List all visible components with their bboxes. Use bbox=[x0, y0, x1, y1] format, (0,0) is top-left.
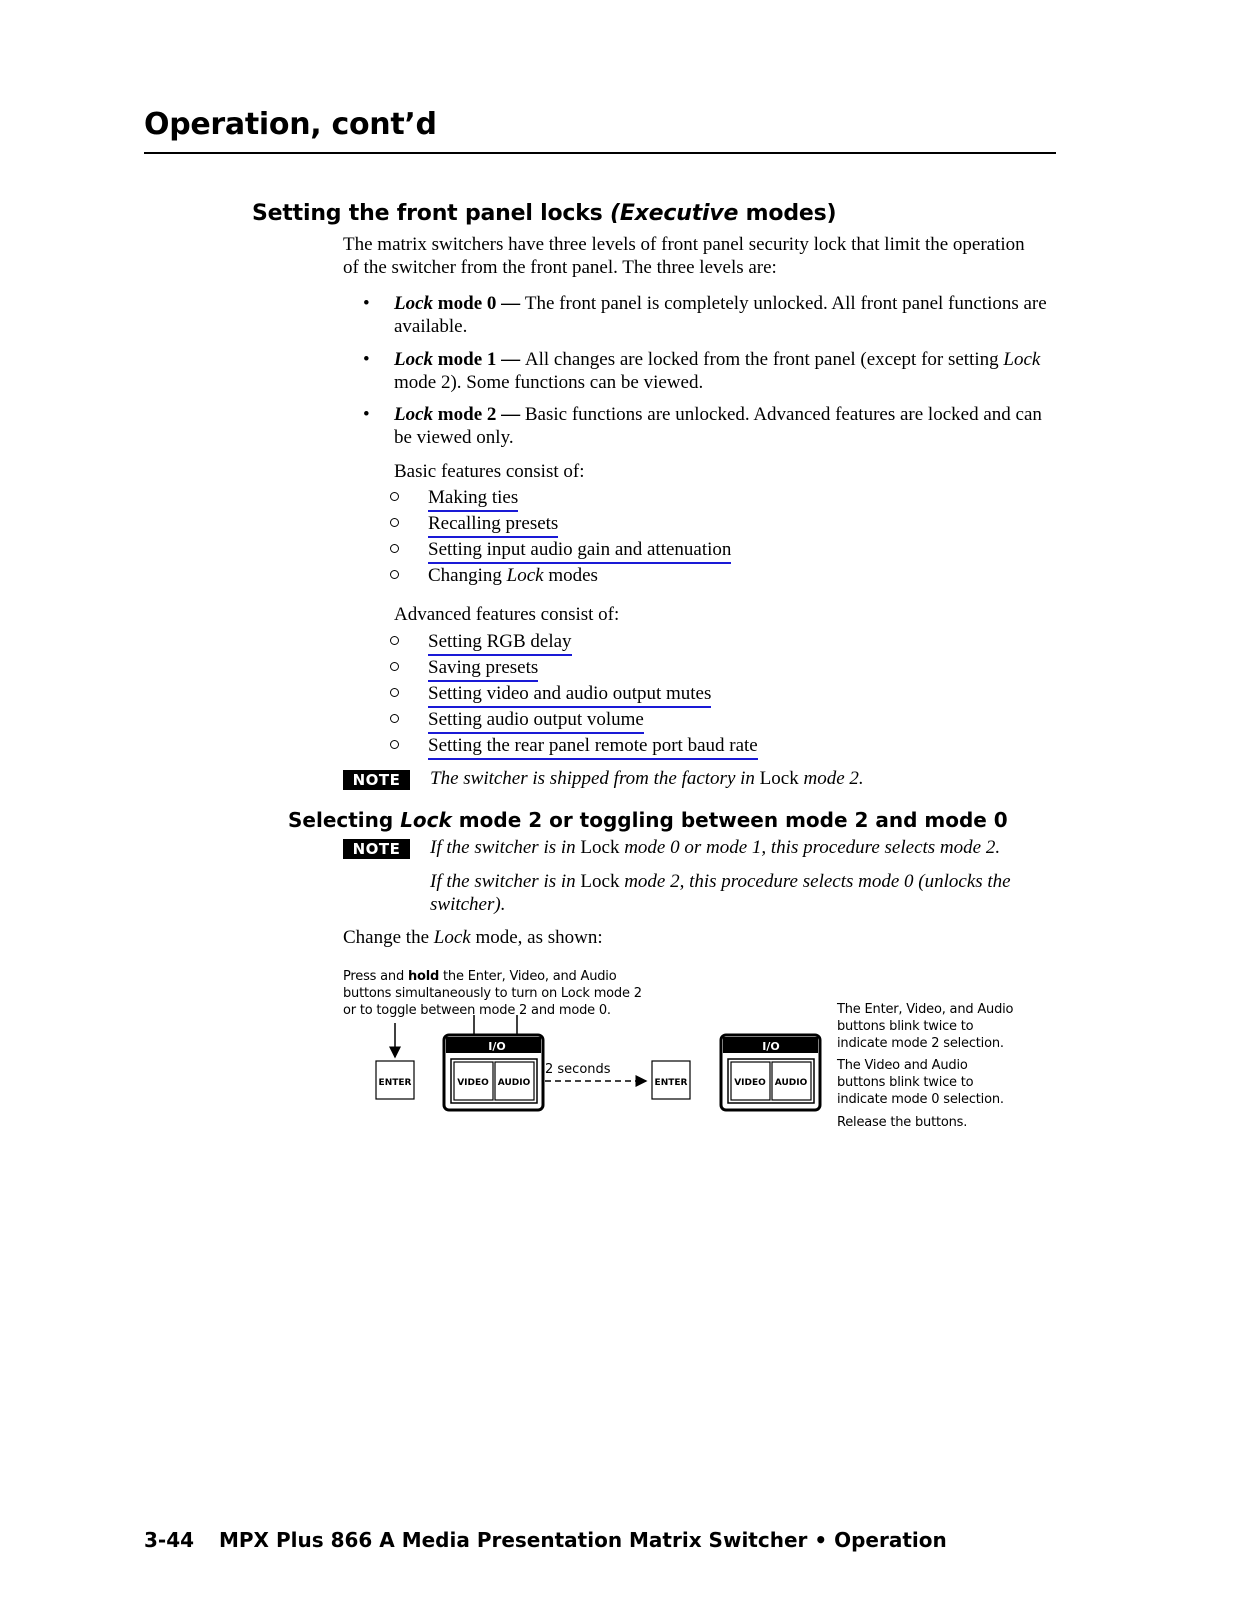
advanced-link-output-volume[interactable]: Setting audio output volume bbox=[428, 709, 644, 734]
circle-bullet-icon bbox=[390, 688, 399, 697]
advanced-link-baud-rate[interactable]: Setting the rear panel remote port baud rate bbox=[428, 735, 758, 760]
io-group-right bbox=[721, 1035, 820, 1110]
page-footer bbox=[144, 1528, 947, 1552]
section-title-suffix: modes) bbox=[738, 201, 837, 226]
enter-label-right: ENTER bbox=[654, 1078, 688, 1088]
change-lock-instruction: Change the Lock mode, as shown: bbox=[343, 927, 603, 948]
io-label-right: I/O bbox=[762, 1040, 780, 1053]
circle-bullet-icon bbox=[390, 492, 399, 501]
circle-bullet-icon bbox=[390, 662, 399, 671]
section-title-emphasis: (Executive bbox=[610, 201, 739, 226]
bullet-dot-icon: • bbox=[363, 349, 370, 370]
bullet-dot-icon: • bbox=[363, 404, 370, 425]
two-seconds-label: 2 seconds bbox=[545, 1062, 611, 1077]
section-title bbox=[252, 200, 836, 228]
io-label-left: I/O bbox=[488, 1040, 506, 1053]
page-number: 3-44 bbox=[144, 1528, 195, 1552]
note-selects-mode-2: If the switcher is in Lock mode 0 or mode 1, this procedure selects mode 2. bbox=[430, 837, 1001, 858]
lock-mode-0-text: Lock mode 0 — The front panel is completely unlocked. All front panel functions are available. bbox=[394, 293, 1047, 337]
basic-link-recalling-presets[interactable]: Recalling presets bbox=[428, 513, 558, 538]
intro-paragraph: The matrix switchers have three levels of front panel security lock that limit the operation of the switcher from the front panel. The three levels are: bbox=[343, 234, 1025, 278]
note-factory-lock: The switcher is shipped from the factory in Lock mode 2. bbox=[430, 768, 864, 789]
advanced-link-saving-presets[interactable]: Saving presets bbox=[428, 657, 538, 682]
circle-bullet-icon bbox=[390, 714, 399, 723]
enter-button-right bbox=[652, 1061, 690, 1099]
page-header bbox=[144, 108, 1056, 154]
note-selects-mode-0: If the switcher is in Lock mode 2, this procedure selects mode 0 (unlocks the switcher). bbox=[430, 871, 1011, 915]
advanced-features-heading: Advanced features consist of: bbox=[394, 604, 620, 625]
basic-item-changing-lock-modes: Changing Lock modes bbox=[428, 565, 598, 586]
circle-bullet-icon bbox=[390, 518, 399, 527]
circle-bullet-icon bbox=[390, 740, 399, 749]
enter-button-left bbox=[376, 1061, 414, 1099]
video-label-right: VIDEO bbox=[734, 1078, 766, 1088]
bullet-dot-icon: • bbox=[363, 293, 370, 314]
basic-link-input-audio-gain[interactable]: Setting input audio gain and attenuation bbox=[428, 539, 731, 564]
page-title: Operation, cont’d bbox=[144, 107, 437, 142]
caption-press-hold: Press and hold the Enter, Video, and Audio buttons simultaneously to turn on Lock mode 2 or to toggle between mode 2 and mode 0. bbox=[343, 969, 642, 1018]
caption-blink-mode-2: The Enter, Video, and Audio buttons blink twice to indicate mode 2 selection. bbox=[837, 1002, 1014, 1051]
advanced-link-rgb-delay[interactable]: Setting RGB delay bbox=[428, 631, 572, 656]
note-badge: NOTE bbox=[343, 770, 410, 790]
basic-link-making-ties[interactable]: Making ties bbox=[428, 487, 518, 512]
lock-mode-1-text: Lock mode 1 — All changes are locked from the front panel (except for setting Lock mode 2). Some functions can be viewed. bbox=[394, 349, 1041, 393]
lock-mode-2-text: Lock mode 2 — Basic functions are unlocked. Advanced features are locked and can be viewed only. bbox=[394, 404, 1042, 448]
lock-mode-diagram bbox=[340, 1015, 830, 1125]
io-group-left bbox=[444, 1035, 543, 1110]
footer-title: MPX Plus 866 A Media Presentation Matrix Switcher • Operation bbox=[219, 1528, 947, 1552]
enter-label-left: ENTER bbox=[378, 1078, 412, 1088]
note-badge: NOTE bbox=[343, 839, 410, 859]
audio-label-right: AUDIO bbox=[774, 1078, 808, 1088]
subsection-title: Selecting Lock mode 2 or toggling between mode 2 and mode 0 bbox=[288, 808, 1008, 832]
circle-bullet-icon bbox=[390, 544, 399, 553]
circle-bullet-icon bbox=[390, 636, 399, 645]
audio-label-left: AUDIO bbox=[497, 1078, 531, 1088]
basic-features-heading: Basic features consist of: bbox=[394, 461, 585, 482]
caption-release: Release the buttons. bbox=[837, 1115, 968, 1130]
section-title-text: Setting the front panel locks bbox=[252, 201, 610, 226]
advanced-link-output-mutes[interactable]: Setting video and audio output mutes bbox=[428, 683, 711, 708]
caption-blink-mode-0: The Video and Audio buttons blink twice to indicate mode 0 selection. bbox=[837, 1058, 1004, 1107]
circle-bullet-icon bbox=[390, 570, 399, 579]
video-label-left: VIDEO bbox=[457, 1078, 489, 1088]
